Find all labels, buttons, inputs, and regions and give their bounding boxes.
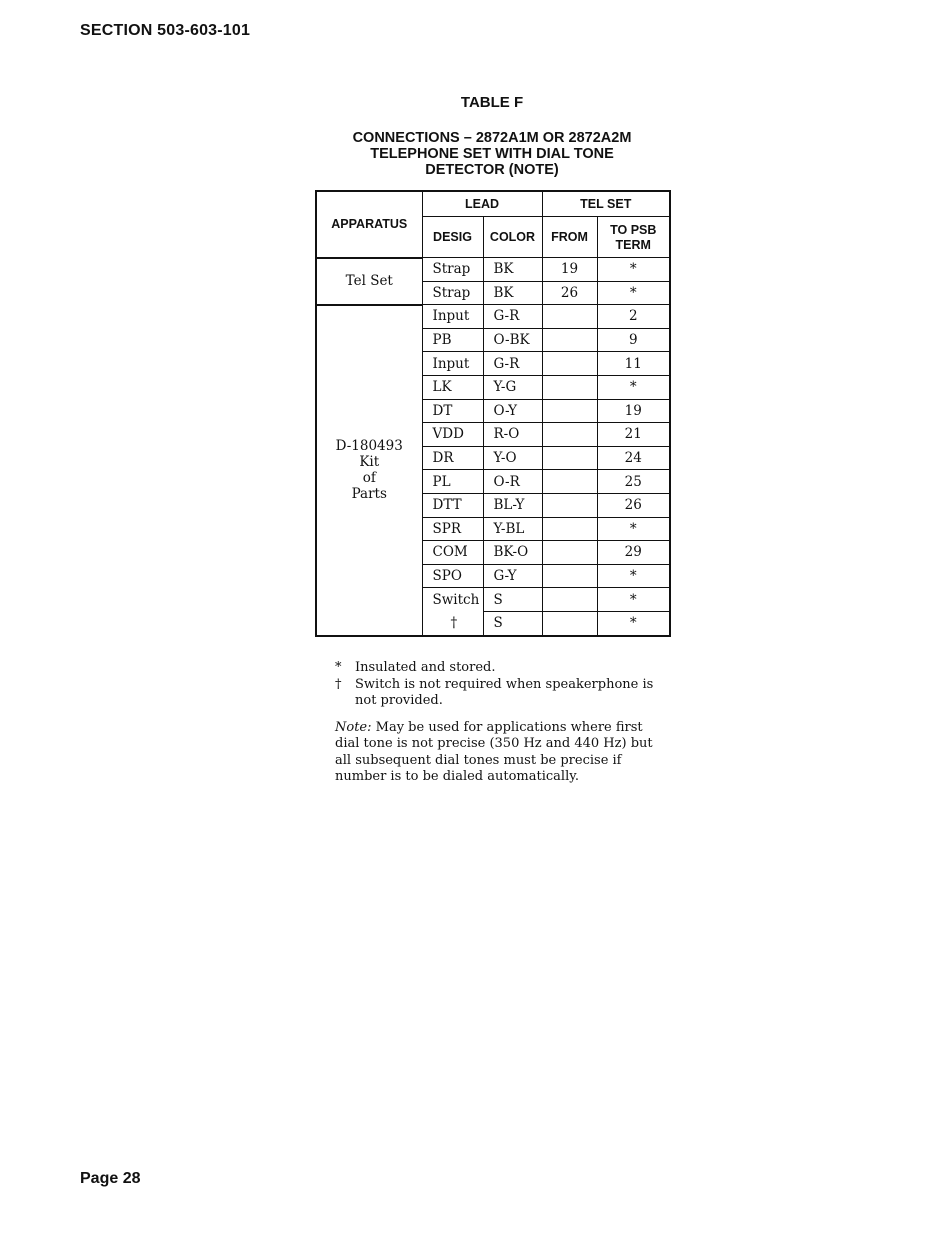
note-text: May be used for applications where first dial tone is not precise (350 Hz and 440 Hz) but all subsequent dial tones must be precise if number is to be dialed automatically. <box>335 719 653 784</box>
cell-to: * <box>597 281 670 305</box>
cell-to: * <box>597 564 670 588</box>
cell-to: * <box>597 588 670 612</box>
cell-to: 2 <box>597 305 670 329</box>
cell-to: * <box>597 517 670 541</box>
cell-to: 29 <box>597 541 670 565</box>
cell-color: O-R <box>483 470 542 494</box>
cell-to: 25 <box>597 470 670 494</box>
cell-color: O-Y <box>483 399 542 423</box>
section-header: SECTION 503-603-101 <box>80 22 251 39</box>
header-tel-set: TEL SET <box>542 191 670 217</box>
footnote-asterisk <box>335 660 665 677</box>
cell-color: G-R <box>483 352 542 376</box>
note-label: Note: <box>335 719 372 735</box>
notes-block <box>335 660 665 786</box>
cell-from <box>542 399 597 423</box>
cell-from <box>542 517 597 541</box>
cell-to: 21 <box>597 423 670 447</box>
cell-color: O-BK <box>483 328 542 352</box>
cell-from <box>542 588 597 612</box>
connections-table <box>315 190 671 637</box>
cell-from <box>542 423 597 447</box>
apparatus-kit-of-parts <box>316 305 422 636</box>
table-row <box>316 258 670 282</box>
cell-color: R-O <box>483 423 542 447</box>
cell-color: Y-O <box>483 446 542 470</box>
header-apparatus: APPARATUS <box>316 191 422 258</box>
table-title-line-1: CONNECTIONS – 2872A1M OR 2872A2M <box>352 130 632 146</box>
cell-from <box>542 446 597 470</box>
table-label: TABLE F <box>460 94 524 111</box>
apparatus-tel-set: Tel Set <box>316 258 422 305</box>
cell-to: * <box>597 258 670 282</box>
cell-color: BK <box>483 281 542 305</box>
cell-color: BK-O <box>483 541 542 565</box>
note-paragraph <box>335 720 665 786</box>
cell-desig: DT <box>422 399 483 423</box>
cell-desig: COM <box>422 541 483 565</box>
cell-color: Y-BL <box>483 517 542 541</box>
cell-to: 19 <box>597 399 670 423</box>
header-desig: DESIG <box>422 217 483 258</box>
header-color: COLOR <box>483 217 542 258</box>
cell-desig: VDD <box>422 423 483 447</box>
cell-desig: Switch <box>422 588 483 612</box>
header-from: FROM <box>542 217 597 258</box>
cell-to: 9 <box>597 328 670 352</box>
cell-from <box>542 493 597 517</box>
cell-desig: PL <box>422 470 483 494</box>
footnote-text: Insulated and stored. <box>355 660 496 675</box>
cell-from <box>542 470 597 494</box>
footnote-symbol: † <box>335 676 342 692</box>
cell-to: 11 <box>597 352 670 376</box>
header-to-psb-term <box>597 217 670 258</box>
cell-from <box>542 375 597 399</box>
cell-from: 19 <box>542 258 597 282</box>
cell-desig: DTT <box>422 493 483 517</box>
cell-from <box>542 564 597 588</box>
cell-color: G-Y <box>483 564 542 588</box>
cell-desig: PB <box>422 328 483 352</box>
cell-desig: Input <box>422 352 483 376</box>
cell-from <box>542 611 597 635</box>
cell-color: BL-Y <box>483 493 542 517</box>
cell-desig: SPO <box>422 564 483 588</box>
footnote-dagger <box>335 677 665 710</box>
cell-to: 26 <box>597 493 670 517</box>
header-to-psb-line2: TERM <box>615 238 651 252</box>
cell-to: 24 <box>597 446 670 470</box>
table-title-line-3: DETECTOR (NOTE) <box>425 162 559 178</box>
cell-color: S <box>483 588 542 612</box>
cell-color: G-R <box>483 305 542 329</box>
cell-desig: DR <box>422 446 483 470</box>
kit-line-2: Kit <box>359 454 380 471</box>
cell-from: 26 <box>542 281 597 305</box>
table-title-block <box>316 94 668 178</box>
kit-line-1: D-180493 <box>335 438 403 455</box>
cell-desig: Strap <box>422 258 483 282</box>
cell-color: S <box>483 611 542 635</box>
cell-desig: Strap <box>422 281 483 305</box>
cell-color: Y-G <box>483 375 542 399</box>
table-row <box>316 305 670 329</box>
cell-color: BK <box>483 258 542 282</box>
kit-line-3: of <box>362 470 376 487</box>
table-title-line-2: TELEPHONE SET WITH DIAL TONE <box>370 146 614 162</box>
cell-from <box>542 328 597 352</box>
header-to-psb-line1: TO PSB <box>610 223 657 237</box>
cell-desig: SPR <box>422 517 483 541</box>
cell-from <box>542 352 597 376</box>
cell-from <box>542 305 597 329</box>
footnote-symbol: * <box>335 660 342 675</box>
cell-to: * <box>597 611 670 635</box>
cell-desig: Input <box>422 305 483 329</box>
page-number: Page 28 <box>80 1170 141 1187</box>
cell-desig: LK <box>422 375 483 399</box>
cell-desig: † <box>422 611 483 635</box>
cell-to: * <box>597 375 670 399</box>
cell-from <box>542 541 597 565</box>
footnote-text: Switch is not required when speakerphone is not provided. <box>355 676 654 708</box>
header-lead: LEAD <box>422 191 542 217</box>
kit-line-4: Parts <box>351 486 387 503</box>
